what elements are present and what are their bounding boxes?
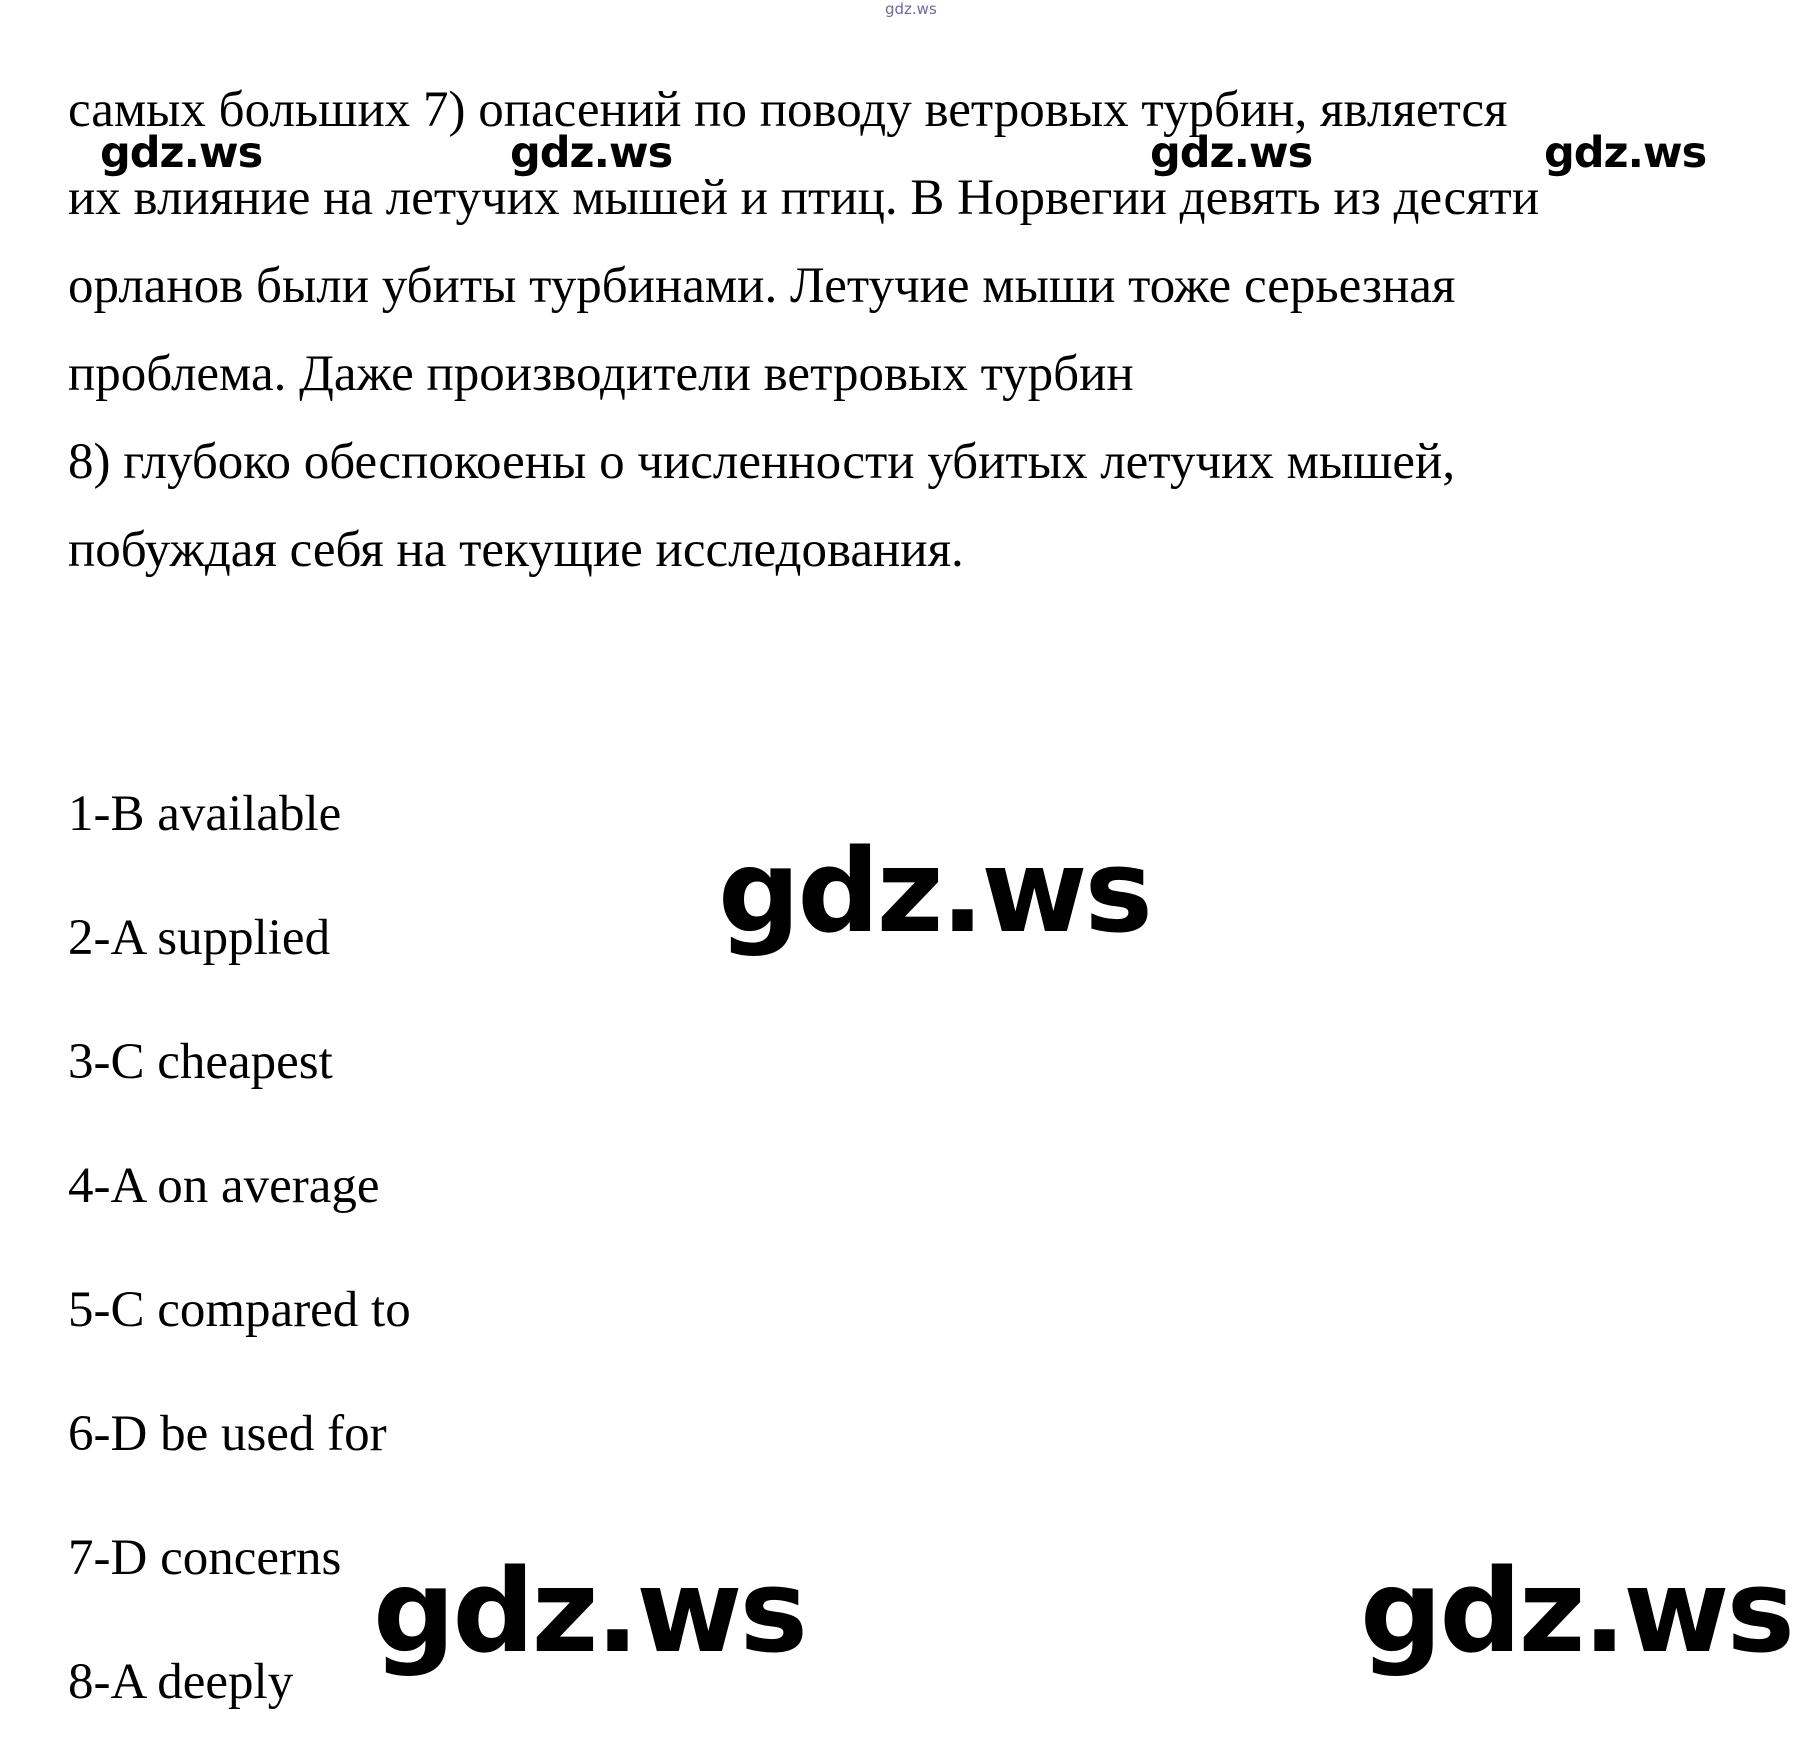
paragraph-line: самых больших 7) опасений по поводу ветровых турбин, является [68, 82, 1508, 138]
paragraph-line: их влияние на летучих мышей и птиц. В Норвегии девять из десяти [68, 170, 1540, 226]
watermark-small: gdz.ws [100, 128, 263, 178]
answer-item: 8-A deeply [68, 1654, 294, 1710]
paragraph-line: побуждая себя на текущие исследования. [68, 522, 964, 578]
answer-item: 4-A on average [68, 1158, 380, 1214]
translation-paragraph [68, 66, 1788, 594]
answer-item: 5-C compared to [68, 1282, 411, 1338]
watermark-small: gdz.ws [1150, 128, 1313, 178]
watermark-big-bottom-left: gdz.ws [373, 1545, 805, 1679]
answer-item: 2-A supplied [68, 910, 331, 966]
answer-list [68, 752, 411, 1744]
answer-item: 1-B available [68, 786, 342, 842]
paragraph-line: проблема. Даже производители ветровых турбин [68, 346, 1134, 402]
watermark-small: gdz.ws [510, 128, 673, 178]
answer-item: 3-C cheapest [68, 1034, 333, 1090]
watermark-big-center: gdz.ws [718, 825, 1150, 959]
watermark-big-bottom-right: gdz.ws [1360, 1545, 1792, 1679]
paragraph-line: орланов были убиты турбинами. Летучие мыши тоже серьезная [68, 258, 1456, 314]
answer-item: 6-D be used for [68, 1406, 387, 1462]
watermark-small: gdz.ws [1544, 128, 1707, 178]
watermark-top-tiny: gdz.ws [885, 0, 937, 18]
paragraph-line: 8) глубоко обеспокоены о численности убитых летучих мышей, [68, 434, 1456, 490]
answer-item: 7-D concerns [68, 1530, 342, 1586]
